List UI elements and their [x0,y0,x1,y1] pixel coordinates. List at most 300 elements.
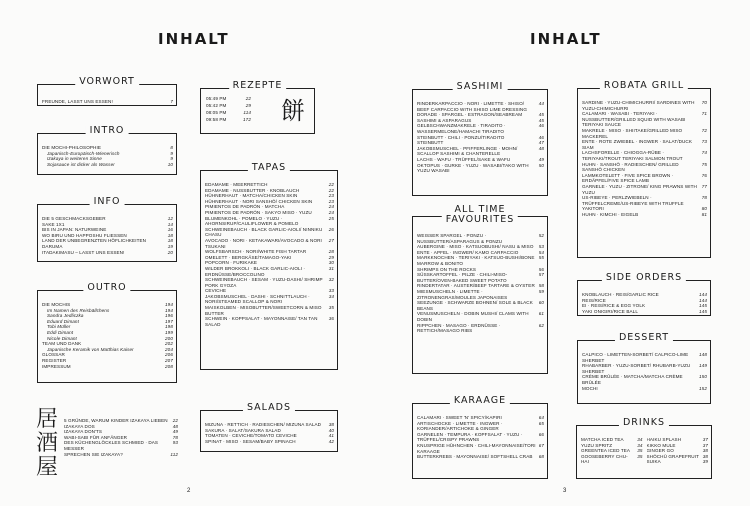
toc-entry-title: WEISSER SPARGEL · PONZU · NUSSBUTTER/ASPARAGUS & PONZU [417,233,503,244]
toc-entry [582,184,707,195]
toc-entry-page: 196 [165,313,173,319]
toc-entry-page: 78 [172,434,178,440]
toc-entry-page: 28 [328,249,334,255]
toc-entry-page: 56 [538,266,544,272]
toc-entry-title: AUBERGINE · MISO · KATSUOBUSHI/ NASU & MISO [417,244,534,250]
toc-entry-title: SPINAT · MISO · SESAM/BABY SPINACH [205,438,296,444]
toc-entry-page: 22 [328,182,334,187]
toc-entry-title: SASHIMI & ASPARAGUS [417,117,472,123]
section-info [37,196,177,262]
toc-entry-title: EDAMAME · NUSSBUTTER · KNOBLAUCH [205,187,300,193]
toc-entry-page: 78 [701,195,707,201]
toc-entry-title: GOOSEBERRY CHU-HAI [581,453,628,465]
toc-entry-page: 31 [328,265,334,271]
toc-entry-title: KNUSPRIGE HÜHNCHEN · CHILI-MAYONNAISE/TORI KARAAGE [417,442,536,454]
toc-entry-page: 24 [328,204,334,210]
toc-entry-title: WO BIRU UND HAPPOSHU FLIESSEN [42,232,127,238]
toc-entry-page: 20 [167,249,173,255]
toc-entry [582,173,707,184]
izakaya-list [64,418,178,457]
section-vorwort [37,76,177,106]
toc-entry-title: TEAM UND DANK [42,341,82,347]
section-title: SALADS [243,403,295,413]
toc-entry-title: CALAMARI · SWEET 'N' SPICY/KAPIRI [417,415,502,420]
toc-entry [417,289,544,300]
toc-entry-title: SAKURA · SALAT/SAKURA SALAD [205,427,281,433]
section-intro [37,125,177,175]
toc-entry-title: CALPICO · LIMETTEN-SORBET/ CALPICO-LIME SHERBET [582,352,689,363]
section-favourites [412,204,548,374]
toc-entry-page: 54 [538,249,544,255]
section-rezepte [200,80,315,134]
toc-entry-page: 208 [165,363,173,369]
toc-entry-title: LAND DER UNBEGRENZTEN HÖFLICHKEITEN [42,238,147,244]
toc-entry-title: BIS IN JAPAN: NATURWEINE [42,227,107,233]
toc-entry-page: 19 [167,243,173,249]
toc-entry [582,374,707,385]
toc-entry [417,454,544,460]
toc-entry-page: 207 [165,357,173,363]
toc-entry [417,432,544,443]
toc-entry-title: DES KÜCHENGLÖCKLES SCHMIED · DAS MESSER [64,440,159,451]
toc-entry-page: 49 [538,156,544,162]
toc-entry-page: 38 [328,422,334,427]
toc-entry-title: Eddi Dimant [47,329,74,335]
toc-entry-page: 49 [172,429,178,435]
section-title: INFO [90,197,125,207]
toc-entry [417,300,544,311]
toc-entry-page: 14 [167,221,173,227]
toc-entry-page: 59 [538,288,544,294]
toc-entry-page: 80 [701,206,707,212]
toc-entry-title: Sojasauce ist dicker als Wasser [47,161,115,167]
page-number-left: 2 [187,488,191,494]
toc-entry-page: 44 [538,101,544,106]
toc-entry-page: 16 [167,227,173,233]
toc-entry-title: SCHWEINEBAUCH · BLACK GARLIC-AIOLI/ NINNIKU CHASU [205,226,323,238]
toc-entry-page: 30 [328,260,334,266]
toc-entry-page: 9 [170,156,173,162]
toc-entry-page: 8 [170,145,173,150]
toc-entry-title: MARKKNOCHEN · TERIYAKI · KATSUO-BUSHI/BONE MARROW & BONITO [417,255,535,266]
section-title: DESSERT [615,333,673,343]
toc-entry [417,443,544,454]
toc-entry-page: 46 [538,134,544,140]
toc-entry-page: 81 [701,211,707,217]
toc-entry-title: GARNELEN · TEMPURA · KOPFSALAT · YUZU · TRÜFFEL/CRISPY PRAWNS [417,431,523,443]
toc-entry-title: YAKITORI [582,206,604,212]
toc-entry [582,150,707,161]
toc-entry-title: 05:42 PM [206,103,227,108]
toc-entry-title: JAKOBSMUSCHEL · PFIFFERLINGE · MOHN/ SCALLOP SASHIMI & CHANTERELLE [417,145,518,157]
toc-entry-page: 45 [538,117,544,123]
section-karaage [412,395,548,479]
toc-entry-page: 26 [328,226,334,232]
toc-entry [417,421,544,432]
toc-entry-page: 152 [699,385,707,391]
toc-entry-page: 68 [538,454,544,460]
toc-entry [64,452,178,458]
toc-entry-page: 75 [701,161,707,167]
toc-entry [582,162,707,173]
toc-entry-page: 144 [699,297,707,303]
toc-entry [417,311,544,322]
toc-entry-page: 61 [538,311,544,317]
toc-entry-title: TOMATEN · CEVICHE/TOMATO CEVICHE [205,433,297,439]
section-title: INTRO [86,126,129,136]
toc-entry-title: GREENTEA ICED TEA [581,448,631,454]
toc-entry-title: KNOBLAUCH · REIS/GARLIC RICE [582,292,659,297]
toc-entry-title: IZAKAYA DON'TS [64,429,103,435]
page-number-right: 3 [563,488,567,494]
toc-entry-title: RIPPCHEN · MASAGO · ERDNÜSSE · RETTICH/MASAGO RIBS [417,322,501,334]
toc-entry-page: 18 [167,238,173,244]
section-side-orders [577,272,711,316]
toc-entry [417,255,544,266]
toc-entry-title: STEINBUTT · CHILI · PONZU/TIRADITO [417,134,505,140]
section-sashimi [412,81,548,196]
toc-entry-page: 144 [699,292,707,297]
toc-entry [205,266,334,277]
toc-entry-page: 23 [328,193,334,199]
toc-entry-title: FREUNDE, LASST UNS ESSEN! [42,99,113,104]
toc-entry-page: 55 [538,255,544,261]
toc-entry-page: 25 [328,215,334,221]
toc-entry-title: CEVICHE [205,288,227,294]
toc-entry-page: 40 [328,427,334,433]
toc-entry [581,454,643,465]
toc-entry-title: IMPRESSUM [42,363,71,369]
toc-entry-title: STEINBUTT [417,140,444,146]
toc-entry-page: 200 [165,335,173,341]
toc-entry-title: HÜHNERHAUT · NORI SANSHŌ/ CHICKEN SKIN [205,198,313,204]
toc-entry [205,277,334,288]
toc-entry [582,386,707,392]
toc-entry [417,272,544,283]
toc-entry [206,116,251,123]
toc-entry-title: MIESMUSCHELN · LIMETTE · ZITRONENGRAS/MOULES JAPONAISES [417,288,508,300]
toc-entry-page: 52 [538,233,544,238]
section-tapas [200,162,338,370]
toc-entry-title: DIE MOCHI-PHILOSOPHIE [42,145,102,150]
toc-entry-title: DARUMA [42,243,63,249]
toc-entry-page: 10 [167,161,173,167]
toc-entry-title: DORADE · SPARGEL · ESTRAGON/SEABREAM [417,112,523,118]
toc-entry-title: WABI-SABI FÜR ANFÄNGER [64,434,128,440]
toc-entry-title: 09:58 PM [206,117,227,122]
toc-entry-title: ARTISCHOCKE · LIMETTE · INGWER · KORIANDER/ARTICHOKE & GINGER [417,420,503,432]
toc-entry-page: 148 [699,352,707,357]
toc-entry-page: 73 [701,139,707,145]
toc-entry-title: OKTOPUS · GURKE · YUZU · WASABI/TAKO WITH YUZU WASABI [417,162,529,174]
toc-entry-title: SAKE 1X1 [42,221,65,227]
toc-entry-title: RINDERTATAR · AUSTER/BEEF TARTARE & OYSTER [417,283,535,289]
toc-entry-title: WILDER BROKKOLI · BLACK GARLIC-AIOLI · ERDNÜSSE/BROCCOLINO [205,265,306,277]
section-title [442,205,518,225]
toc-entry-page: 77 [701,183,707,189]
toc-entry-title: SPRECHEN SIE IZAKAYA? [64,451,123,457]
toc-entry [582,352,707,363]
toc-entry-title: SHŌCHŪ GRAPEFRUIT [646,453,699,459]
toc-entry-page: 41 [328,433,334,439]
toc-entry-page: 72 [701,127,707,133]
toc-entry [205,439,334,445]
toc-entry-page: 18 [167,232,173,238]
toc-entry-page: 64 [538,415,544,420]
toc-entry-title: PIMIENTOS DE PADRÓN · SAKYO MISO · YUZU [205,209,312,215]
section-title: REZEPTE [229,81,287,91]
toc-entry-page: 194 [165,307,173,313]
toc-entry-title: ITADAKIMASU – LASST UNS ESSEN! [42,249,125,255]
toc-entry-page: 38 [702,448,708,454]
toc-entry-page: 34 [637,437,643,442]
toc-entry-title: OMELETT · BERGKÄSE/TAMAGO-YAKI [205,254,292,260]
toc-entry-page: 149 [699,363,707,369]
toc-entry-page: 35 [637,448,643,454]
toc-entry [206,95,251,102]
toc-entry-title: REGISTER [42,357,67,363]
toc-entry-title: Nicole Dimant [47,335,77,341]
toc-entry-page: 199 [165,329,173,335]
toc-entry-page: 60 [538,300,544,306]
toc-entry-title: 5 GRÜNDE, WARUM KINDER IZAKAYA LIEBEN [64,418,168,423]
section-dessert [577,332,711,404]
toc-entry-title: Izakaya in weiteren Sinne [47,156,102,162]
toc-entry-title: GARNELE · YUZU · ZITRONE/ KING PRAWNS WITH YUZU [582,183,697,195]
toc-entry-title: SÜSSKARTOFFEL · PILZE · CHILI-MISO-BUTTER/OVEN-BAKED SWEET POTATO [417,272,508,283]
toc-entry-page: 48 [172,423,178,429]
toc-entry-title: MATCHA ICED TEA [581,437,624,442]
toc-entry-page: 66 [538,431,544,437]
toc-entry-title: MAKRELE · MISO · SHIITAKE/GRILLED MISO MACKEREL [582,127,683,139]
toc-entry-page: 34 [328,293,334,299]
toc-entry-title: KIKKO MULE [646,442,676,448]
toc-entry [582,212,707,218]
toc-entry-page: 70 [701,100,707,105]
mochi-kanji: 餅 [281,97,305,125]
section-title-line1: ALL TIME [454,204,506,215]
toc-entry-page: 47 [538,140,544,146]
toc-entry-page: 46 [538,123,544,129]
toc-entry-page: 114 [243,110,251,115]
toc-entry-title: EI · REIS/RICE & EGG YOLK [582,303,646,309]
toc-entry [64,440,178,451]
toc-entry-title: ENTE · APFEL · INGWER/ KAMO CARPACCIO [417,249,519,255]
left-page-title: INHALT [158,30,230,48]
toc-entry-title: US-RIBEYE · PERLZWIEBELN · TRÜFFELCREME/US-RIBEYE WITH TRUFFLE [582,195,684,206]
toc-entry-title: POPCORN · FURIKAKE [205,260,258,266]
section-salads [200,402,338,452]
section-drinks [576,417,712,479]
toc-entry-page: 38 [702,453,708,459]
toc-entry-page: 34 [637,442,643,448]
toc-entry-page: 76 [701,172,707,178]
toc-entry-title: DIE MOCHIS [42,302,71,307]
toc-entry-page: 206 [165,352,173,358]
toc-entry [582,111,707,128]
toc-entry-title: LAMMKOTELETT · FIVE SPICE BROWN · ERDÄPFEL/FIVE SPICE LAMB [582,172,674,184]
toc-entry-title: GINGER GO [646,448,674,454]
toc-entry [417,101,544,112]
section-title: KARAAGE [450,396,510,406]
toc-entry-page: 29 [245,103,251,108]
izakaya-kanji-1: 居 [36,407,59,432]
toc-entry-page: 197 [165,318,173,324]
toc-entry-title: RINDERKARPACCIO · NORI · LIMETTE · SHISO/ BEEF CARPACCIO WITH SHISO LIME DRESSING [417,101,527,112]
toc-entry [42,250,173,256]
toc-entry [582,309,707,315]
toc-entry-page: 45 [538,112,544,118]
toc-entry-page: 22 [328,187,334,193]
toc-entry-page: 9 [170,150,173,156]
toc-entry-page: 35 [328,305,334,311]
toc-entry [582,139,707,150]
toc-entry [206,109,251,116]
toc-entry-title: SCHWEINEBAUCH · SESAM · YUZU-DASHI/ SHRIMP PORK GYOZA [205,277,323,288]
toc-entry-title: LACHSFORELLE · CHIOGGA-RÜBE · TERIYAKI/TROUT TERIYAKI SALMON TROUT [582,150,683,161]
toc-entry [582,195,707,206]
toc-entry-page: 22 [172,418,178,423]
toc-entry-title: 08:05 PM [206,110,227,115]
toc-entry [647,459,709,465]
toc-entry-page: 112 [170,451,178,457]
toc-entry [417,233,544,244]
toc-entry-title: GELBSCHWANZMAKRELE · TIRADITO · WASSERMELONE/HAMACHI TIRADITO [417,123,506,134]
toc-entry [205,216,334,227]
toc-entry [417,146,544,157]
toc-entry-page: 67 [538,442,544,448]
toc-entry-page: 22 [245,96,251,101]
toc-entry-page: 65 [538,420,544,426]
toc-entry-title: MOCHI [582,385,598,391]
toc-entry-page: 23 [328,198,334,204]
toc-entry-page: 42 [328,438,334,444]
toc-entry-title: Im Namen des Reisbällchens [47,307,110,313]
toc-entry [417,123,544,134]
toc-entry-title: Japanisch-Europäisch-Wienerisch [47,150,120,156]
section-title: VORWORT [75,77,139,87]
toc-entry-title: CALAMARI · WASABI · TERIYAKI · NUSSBUTTER/GRILLED SQUID WITH WASABI TERIYAKI SAUCE [582,111,686,128]
toc-entry [582,128,707,139]
section-title: SASHIMI [453,82,508,92]
toc-entry-title: SEEZUNGE · SCHWARZE BOHNEN/ SOLE & BLACK BEANS [417,300,533,311]
section-robata-grill [577,80,711,258]
toc-entry [417,323,544,334]
section-title: TAPAS [248,163,290,173]
toc-entry [42,162,173,168]
toc-entry-title: REIS/RICE [582,297,606,303]
toc-entry-title: EDAMAME · MEERRETTICH [205,182,268,187]
toc-entry [42,364,173,370]
toc-entry-page: 53 [538,244,544,250]
toc-entry-title: BUTTERKREBS · MAYONNAISE/ SOFTSHELL CRAB [417,454,533,460]
toc-entry-title: WOLFSBARSCH · NORI/WHITE FISH TARTAR [205,249,307,255]
toc-entry-title: SCHWEIN · KOPPSALAT · MAYONNAISE/ TAN TAN SALAD [205,316,318,327]
toc-entry-page: 58 [538,283,544,289]
toc-entry-page: 204 [165,346,173,352]
toc-entry-title: DIE 5 GESCHMACKSGEBER [42,216,106,221]
toc-entry-page: 62 [538,322,544,328]
toc-entry-page: 145 [699,303,707,309]
toc-entry [205,305,334,316]
toc-entry-title: RHABARBER · YUZU-SORBET/ RHUBARB-YUZU SHERBET [582,363,691,374]
section-title-line2: FAVOURITES [445,214,515,225]
toc-entry [205,238,334,249]
toc-entry [206,102,251,109]
toc-entry [42,99,173,105]
toc-entry [582,363,707,374]
toc-entry-title: LACHS · WAFU · TRÜFFEL/SAKE & WAFU [417,156,511,162]
toc-entry-title: YAKI ONIGIRI/RICE BALL [582,308,638,314]
section-title: DRINKS [619,418,669,428]
toc-entry-title: HUHN · SANSHŌ · RADIESCHEN/ GRILLED SANSHŌ CHICKEN [582,161,679,173]
toc-entry-page: 48 [538,145,544,151]
section-title: OUTRO [83,283,130,293]
toc-entry-title: SHRIMPS ON THE ROCKS [417,266,477,272]
toc-entry-title: Sandra Jedliczka [47,313,84,319]
toc-entry-page: 24 [328,209,334,215]
toc-entry [205,227,334,238]
toc-entry-page: 37 [702,442,708,448]
toc-entry-page: 194 [165,302,173,307]
toc-entry [205,316,334,327]
toc-entry-page: 93 [172,440,178,446]
toc-entry-page: 39 [702,459,708,465]
toc-entry-title: IZAKAYA DOS [64,423,95,429]
toc-entry-page: 145 [699,308,707,314]
section-title: SIDE ORDERS [602,273,686,283]
toc-entry [582,100,707,111]
toc-entry-page: 198 [165,324,173,330]
toc-entry-title: JAKOBSMUSCHEL · DASHI · SCHNITTLAUCH · NORI/STEAMED SCALLOP & NORI [205,293,310,305]
toc-entry-page: 35 [637,453,643,459]
toc-entry-page: 12 [167,216,173,221]
toc-entry-title: SARDINE · YUZU-CHIMICHURRI/ SARDINES WITH YUZU-CHIMICHURRI [582,100,695,111]
toc-entry-page: 33 [328,288,334,294]
toc-entry-title: 05:49 PM [206,96,227,101]
toc-entry [205,294,334,305]
toc-entry-title: HUHN · KIMCHI · EIGELB [582,211,639,217]
toc-entry-page: 37 [702,437,708,442]
section-outro [37,282,177,383]
toc-entry-page: 74 [701,150,707,156]
toc-entry-page: 27 [328,237,334,243]
right-page-title: INHALT [530,30,602,48]
izakaya-kanji-3: 屋 [36,455,59,480]
toc-entry-title: Japanische Keramik von Matthias Kaiser [47,346,134,352]
toc-entry-page: 32 [328,277,334,283]
toc-entry-page: 50 [538,162,544,168]
toc-entry-title: HÜHNERHAUT · MATCHA/CHICKEN SKIN [205,193,298,199]
toc-entry-title: HAIKU SPLASH [646,437,682,442]
toc-entry-title: Tobi Müller [47,324,71,330]
toc-entry-page: 150 [699,374,707,380]
toc-entry-page: 57 [538,272,544,278]
toc-entry-page: 71 [701,111,707,117]
toc-entry-page: 202 [165,341,173,347]
toc-entry-title: ENTE · ROTE ZWIEBEL · INGWER · SALAT/DUCK SIAM [582,139,693,150]
toc-entry-title: PIMIENTOS DE PADRÓN · MATCHA [205,204,285,210]
toc-entry-title: YUZU SPRITZ [581,442,613,448]
toc-entry-title: CRÈME BRÛLÉE · MATCHA/MATCHA CRÈME BRÛLÉE [582,374,683,385]
toc-entry-title: MIZUNA · RETTICH · RADIESCHEN/ MIZUNA SALAD [205,422,322,427]
toc-entry-title: VENUSMUSCHELN · DOBIN MUSHI/ CLAMS WITH DOBIN [417,311,529,322]
section-title: ROBATA GRILL [600,81,688,91]
toc-entry-title: MAISKOLBEN · MISOBUTTER/SWEETCORN & MISO BUTTER [205,305,322,316]
toc-entry-title: AVOCADO · NORI · KETAKAWARI/AVOCADO & NORI TSUKANI [205,237,322,249]
toc-entry-page: 36 [328,316,334,322]
toc-entry-title: SUIKA [646,459,661,465]
